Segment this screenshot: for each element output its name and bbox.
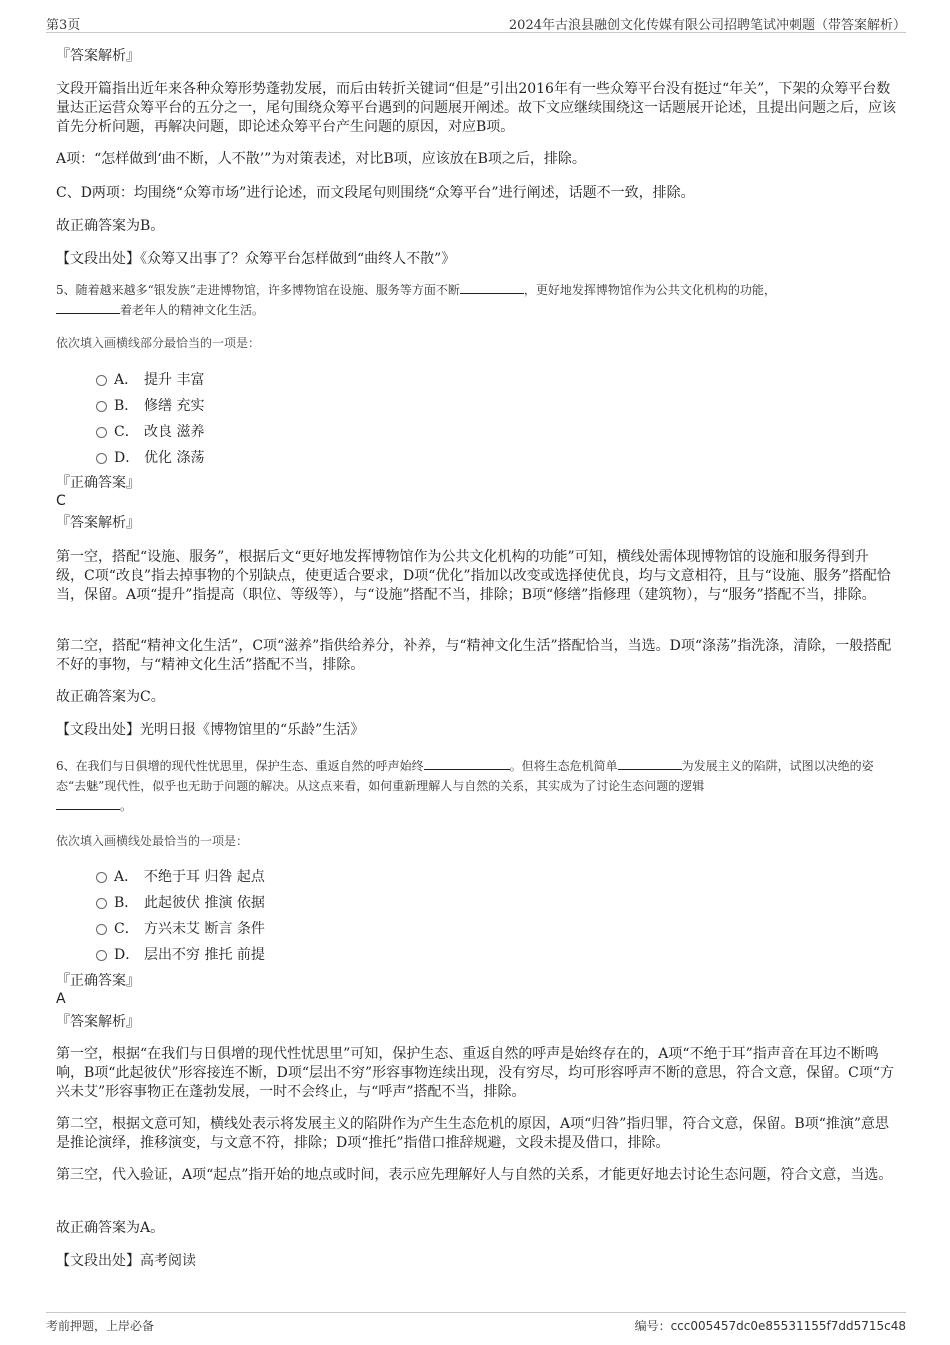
question-6-stem: 6、在我们与日俱增的现代性忧思里，保护生态、重返自然的呼声始终 。但将生态危机简单 为发展主义的陷阱，试图以决绝的姿态“去魅”现代性，似乎也无助于问题的解决。从这点来看，如何重新理解人与自然的关系，其实成为了讨论生态问题的逻辑 。 [56, 759, 874, 813]
question-6-instruction: 依次填入画横线处最恰当的一项是： [56, 834, 249, 848]
answer-blank [56, 301, 120, 314]
source-citation: 【文段出处】《众筹又出事了？众筹平台怎样做到“曲终人不散”》 [56, 251, 456, 267]
radio-button[interactable] [96, 453, 107, 464]
analysis-label: 『答案解析』 [56, 48, 140, 64]
analysis-label: 『答案解析』 [56, 515, 140, 531]
analysis-paragraph: C、D两项：均围绕“众筹市场”进行论述，而文段尾句则围绕“众筹平台”进行阐述，话题不一致，排除。 [56, 185, 695, 201]
answer-blank [424, 757, 510, 770]
analysis-paragraph: 第三空，代入验证，A项“起点”指开始的地点或时间，表示应先理解好人与自然的关系，才能更好地去讨论生态问题，符合文意，当选。 [56, 1167, 893, 1183]
answer-blank [56, 797, 120, 810]
question-5-stem: 5、随着越来越多“银发族”走进博物馆，许多博物馆在设施、服务等方面不断 ，更好地发挥博物馆作为公共文化机构的功能， 着老年人的精神文化生活。 [56, 283, 776, 317]
radio-button[interactable] [96, 872, 107, 883]
conclusion: 故正确答案为C。 [56, 689, 165, 705]
analysis-paragraph: 第二空，搭配“精神文化生活”，C项“滋养”指供给养分，补养，与“精神文化生活”搭配恰当，当选。D项“涤荡”指洗涤，清除，一般搭配不好的事物，与“精神文化生活”搭配不当，排除。 [56, 638, 892, 673]
conclusion: 故正确答案为B。 [56, 218, 165, 234]
page-footer [46, 1312, 906, 1335]
analysis-paragraph: A项：“怎样做到‘曲不断，人不散’”为对策表述，对比B项，应该放在B项之后，排除。 [56, 151, 586, 167]
source-citation: 【文段出处】光明日报《博物馆里的“乐龄”生活》 [56, 722, 365, 738]
answer-blank [460, 281, 524, 294]
correct-answer: A [56, 991, 66, 1007]
radio-button[interactable] [96, 950, 107, 961]
question-5-instruction: 依次填入画横线部分最恰当的一项是： [56, 336, 261, 350]
analysis-paragraph: 第二空，根据文意可知，横线处表示将发展主义的陷阱作为产生生态危机的原因，A项“归咎”指归罪，符合文意，保留。B项“推演”意思是推论演绎，推移演变，与文意不符，排除；D项“推托”指借口推辞规避，文段未提及借口，排除。 [56, 1116, 890, 1151]
analysis-paragraph: 第一空，根据“在我们与日俱增的现代性忧思里”可知，保护生态、重返自然的呼声是始终存在的，A项“不绝于耳”指声音在耳边不断鸣响，B项“此起彼伏”形容接连不断，D项“层出不穷”形容事物连续出现，没有穷尽，均可形容呼声不断的意思，符合文意，保留。C项“方兴未艾”形容事物正在蓬勃发展，一时不会终止，与“呼声”搭配不当，排除。 [56, 1046, 895, 1100]
radio-button[interactable] [96, 427, 107, 438]
answer-label: 『正确答案』 [56, 973, 140, 989]
radio-button[interactable] [96, 898, 107, 909]
analysis-paragraph: 文段开篇指出近年来各种众筹形势蓬勃发展，而后由转折关键词“但是”引出2016年有一些众筹平台没有挺过“年关”，下架的众筹平台数量达正运营众筹平台的五分之一，尾句围绕众筹平台遇到的问题展开阐述。故下文应继续围绕这一话题展开论述，且提出问题之后，应该首先分析问题，再解决问题，即论述众筹平台产生问题的原因，对应B项。 [56, 81, 896, 135]
correct-answer: C [56, 493, 66, 509]
radio-button[interactable] [96, 401, 107, 412]
radio-button[interactable] [96, 924, 107, 935]
footer-slogan: 考前押题，上岸必备 [46, 1319, 155, 1333]
page-number: 第3页 [46, 18, 81, 33]
page-header [46, 12, 906, 33]
radio-button[interactable] [96, 375, 107, 386]
answer-blank [618, 757, 682, 770]
answer-label: 『正确答案』 [56, 475, 140, 491]
conclusion: 故正确答案为A。 [56, 1220, 165, 1236]
analysis-label: 『答案解析』 [56, 1014, 140, 1030]
document-code: 编号：ccc005457dc0e85531155f7dd5715c48 [634, 1319, 906, 1333]
analysis-paragraph: 第一空，搭配“设施、服务”，根据后文“更好地发挥博物馆作为公共文化机构的功能”可知，横线处需体现博物馆的设施和服务得到升级，C项“改良”指去掉事物的个别缺点，使更适合要求，D项“优化”指加以改变或选择使优良，均与文意相符，且与“设施、服务”搭配恰当，保留。A项“提升”指提高（职位、等级等），与“设施”搭配不当，排除；B项“修缮”指修理（建筑物），与“服务”搭配不当，排除。 [56, 549, 891, 603]
document-title: 2024年古浪县融创文化传媒有限公司招聘笔试冲刺题（带答案解析） [508, 18, 906, 33]
source-citation: 【文段出处】高考阅读 [56, 1253, 196, 1269]
